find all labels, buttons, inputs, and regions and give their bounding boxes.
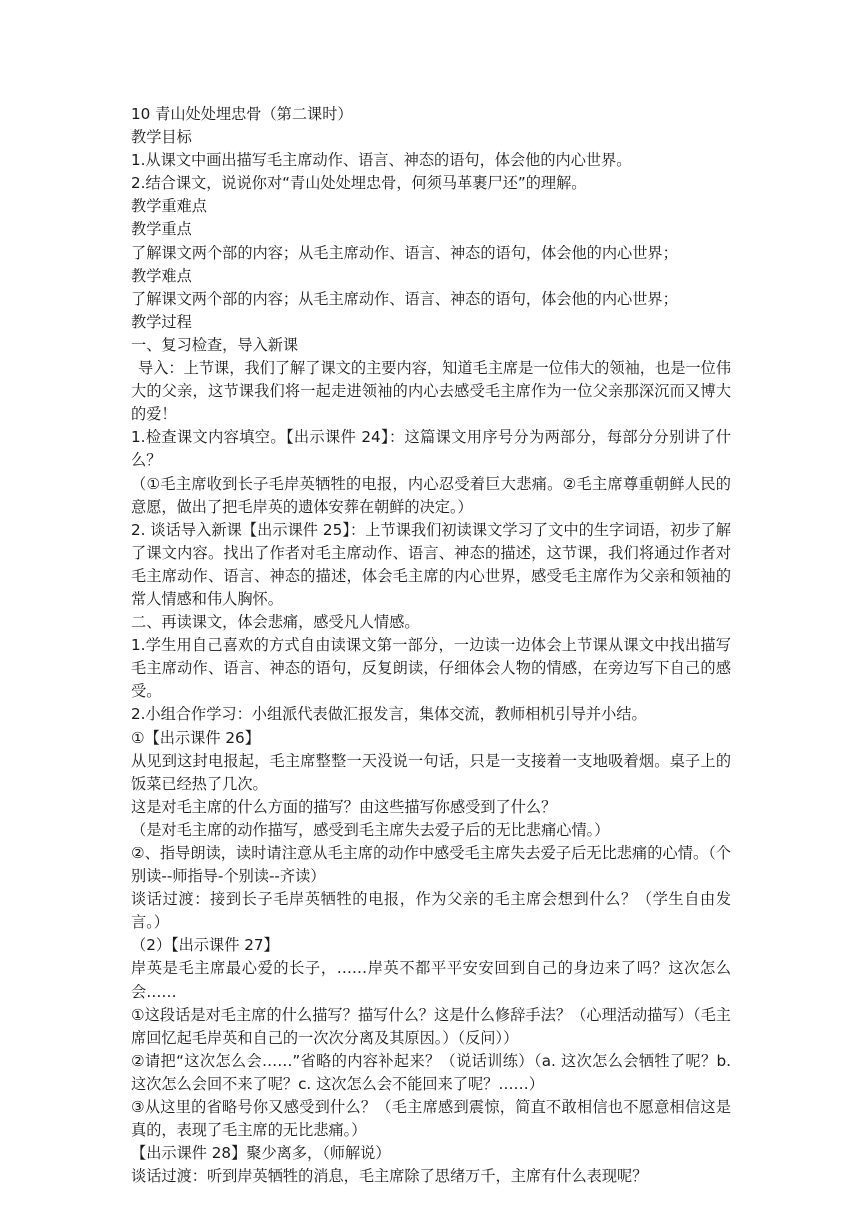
step-1-heading: 一、复习检查，导入新课 xyxy=(131,335,299,354)
focus-text: 了解课文两个部的内容；从毛主席动作、语言、神态的语句，体会他的内心世界； xyxy=(131,243,678,262)
document-page xyxy=(131,103,731,1188)
transition-2: 谈话过渡：听到岸英牺牲的消息，毛主席除了思绪万千，主席有什么表现呢？ xyxy=(131,1167,648,1186)
difficulty-text: 了解课文两个部的内容；从毛主席动作、语言、神态的语句，体会他的内心世界； xyxy=(131,289,678,308)
objective-2: 2.结合课文，说说你对“青山处处埋忠骨，何须马革裹尸还”的理解。 xyxy=(131,174,587,193)
intro-paragraph: 导入：上节课，我们了解了课文的主要内容，知道毛主席是一位伟大的领袖，也是一位伟大的父亲，这节课我们将一起走进领袖的内心去感受毛主席作为一位父亲那深沉而又博大的爱！ xyxy=(131,359,731,424)
lesson-title: 10 青山处处埋忠骨（第二课时） xyxy=(131,105,353,123)
section-heading-process: 教学过程 xyxy=(131,312,192,331)
answer-1: （是对毛主席的动作描写，感受到毛主席失去爱子后的无比悲痛心情。） xyxy=(131,820,610,839)
subheading-focus: 教学重点 xyxy=(131,220,192,239)
courseware-27-label: （2）【出示课件 27】 xyxy=(131,936,279,955)
courseware-27-text: 岸英是毛主席最心爱的长子，……岸英不都平平安安回到自己的身边来了吗？这次怎么会…… xyxy=(131,959,731,1001)
section-heading-key-points: 教学重难点 xyxy=(131,197,207,216)
reading-guidance: ②、指导朗读，读时请注意从毛主席的动作中感受毛主席失去爱子后无比悲痛的心情。（个别读--师指导-个别读--齐读） xyxy=(131,844,731,886)
subheading-difficulty: 教学难点 xyxy=(131,266,192,285)
review-item-1: 1.检查课文内容填空。【出示课件 24】：这篇课文用序号分为两部分，每部分分别讲了什么？ xyxy=(131,428,731,470)
review-answer: （①毛主席收到长子毛岸英牺牲的电报，内心忍受着巨大悲痛。②毛主席尊重朝鲜人民的意愿，做出了把毛岸英的遗体安葬在朝鲜的决定。） xyxy=(131,474,731,516)
objective-1: 1.从课文中画出描写毛主席动作、语言、神态的语句，体会他的内心世界。 xyxy=(131,151,632,170)
courseware-26-label: ①【出示课件 26】 xyxy=(131,728,260,747)
transition-1: 谈话过渡：接到长子毛岸英牺牲的电报，作为父亲的毛主席会想到什么？（学生自由发言。） xyxy=(131,890,731,932)
review-item-2: 2. 谈话导入新课【出示课件 25】：上节课我们初读课文学习了文中的生字词语，初步了解了课文内容。找出了作者对毛主席动作、语言、神态的描述，这节课，我们将通过作者对毛主席动作、语言、神态的描述，体会毛主席的内心世界，感受毛主席作为父亲和领袖的常人情感和伟人胸怀。 xyxy=(131,520,731,608)
section-heading-objectives: 教学目标 xyxy=(131,128,192,147)
courseware-28-line: 【出示课件 28】聚少离多，（师解说） xyxy=(131,1144,391,1163)
question-3: ②请把“这次怎么会……”省略的内容补起来？（说话训练）（a. 这次怎么会牺牲了呢？b. 这次怎么会回不来了呢？c. 这次怎么会不能回来了呢？……） xyxy=(131,1051,731,1093)
step-2-heading: 二、再读课文，体会悲痛，感受凡人情感。 xyxy=(131,613,420,632)
courseware-26-text: 从见到这封电报起，毛主席整整一天没说一句话，只是一支接着一支地吸着烟。桌子上的饭菜已经热了几次。 xyxy=(131,751,731,793)
question-4: ③从这里的省略号你又感受到什么？（毛主席感到震惊，简直不敢相信也不愿意相信这是真的，表现了毛主席的无比悲痛。） xyxy=(131,1098,731,1140)
question-2: ①这段话是对毛主席的什么描写？描写什么？这是什么修辞手法？（心理活动描写）（毛主席回忆起毛岸英和自己的一次次分离及其原因。）（反问）） xyxy=(131,1005,731,1047)
question-1: 这是对毛主席的什么方面的描写？由这些描写你感受到了什么？ xyxy=(131,797,557,816)
reading-item-1: 1.学生用自己喜欢的方式自由读课文第一部分，一边读一边体会上节课从课文中找出描写毛主席动作、语言、神态的语句，反复朗读，仔细体会人物的情感，在旁边写下自己的感受。 xyxy=(131,636,731,701)
reading-item-2: 2.小组合作学习：小组派代表做汇报发言，集体交流，教师相机引导并小结。 xyxy=(131,705,647,724)
